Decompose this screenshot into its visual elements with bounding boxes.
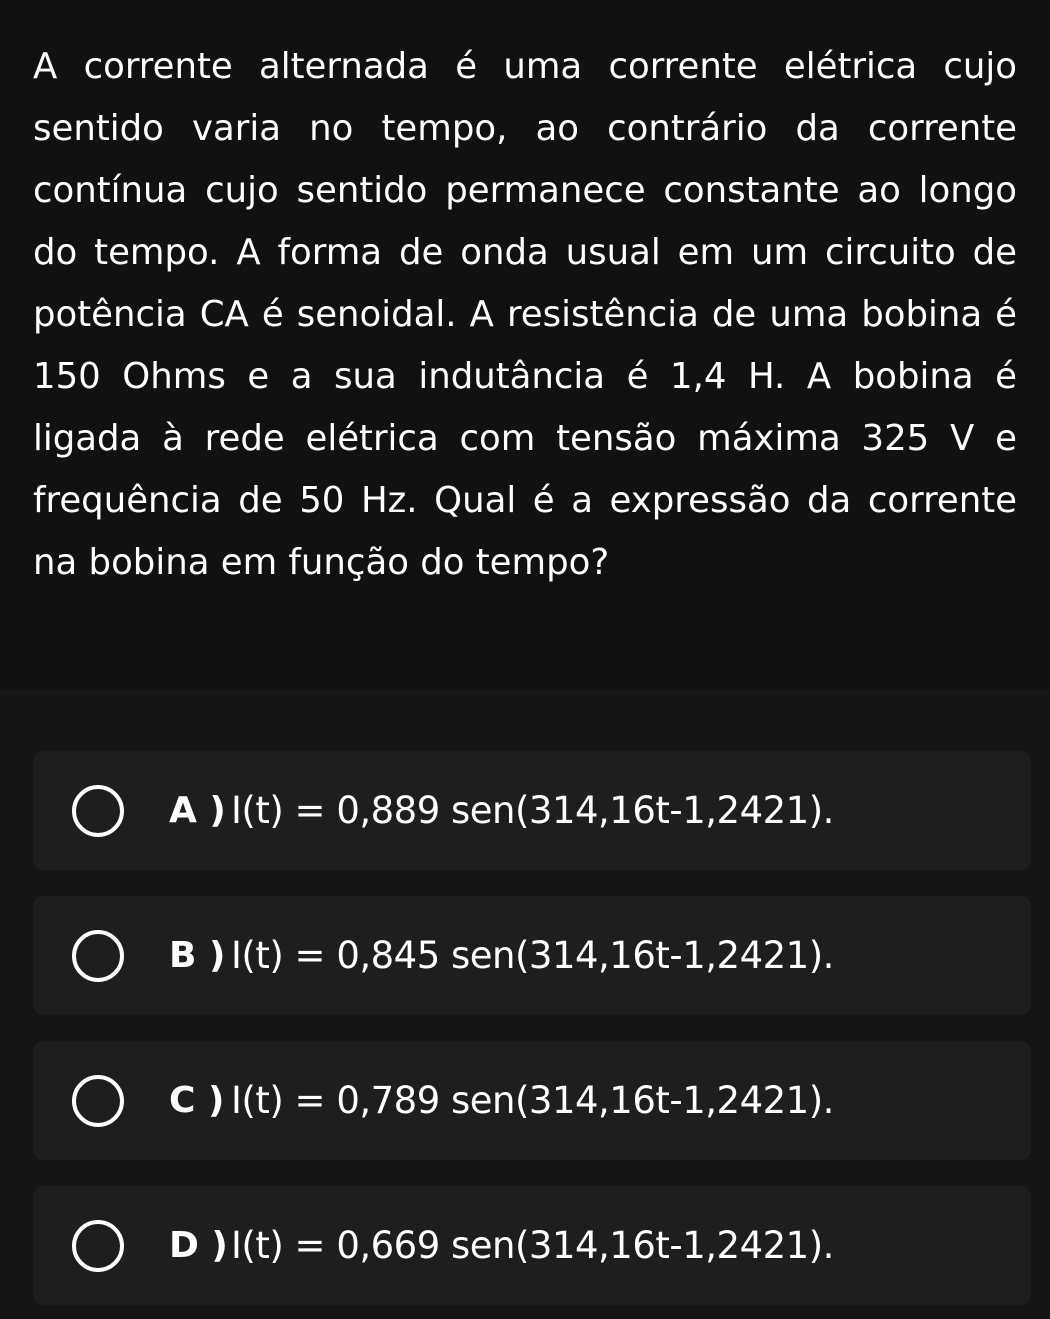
- option-letter: A ): [169, 790, 226, 831]
- option-b[interactable]: [33, 896, 1031, 1015]
- radio-icon[interactable]: [72, 785, 124, 837]
- option-text: I(t) = 0,889 sen(314,16t-1,2421).: [231, 789, 834, 832]
- radio-icon[interactable]: [72, 1220, 124, 1272]
- option-letter: B ): [169, 935, 226, 976]
- option-a[interactable]: [33, 751, 1031, 870]
- option-c[interactable]: [33, 1041, 1031, 1160]
- option-letter: C ): [169, 1080, 225, 1121]
- option-text: I(t) = 0,789 sen(314,16t-1,2421).: [231, 1079, 834, 1122]
- radio-icon[interactable]: [72, 1075, 124, 1127]
- option-text: I(t) = 0,669 sen(314,16t-1,2421).: [231, 1224, 834, 1267]
- radio-icon[interactable]: [72, 930, 124, 982]
- option-letter: D ): [169, 1225, 228, 1266]
- question-text: A corrente alternada é uma corrente elétrica cujo sentido varia no tempo, ao contrário da corrente contínua cujo sentido permanece constante ao longo do tempo. A forma de onda usual em um circuito de potência CA é senoidal. A resistência de uma bobina é 150 Ohms e a sua indutância é 1,4 H. A bobina é ligada à rede elétrica com tensão máxima 325 V e frequência de 50 Hz. Qual é a expressão da corrente na bobina em função do tempo?: [33, 46, 1017, 583]
- option-text: I(t) = 0,845 sen(314,16t-1,2421).: [231, 934, 834, 977]
- option-d[interactable]: [33, 1186, 1031, 1305]
- options-list: [0, 690, 1050, 1319]
